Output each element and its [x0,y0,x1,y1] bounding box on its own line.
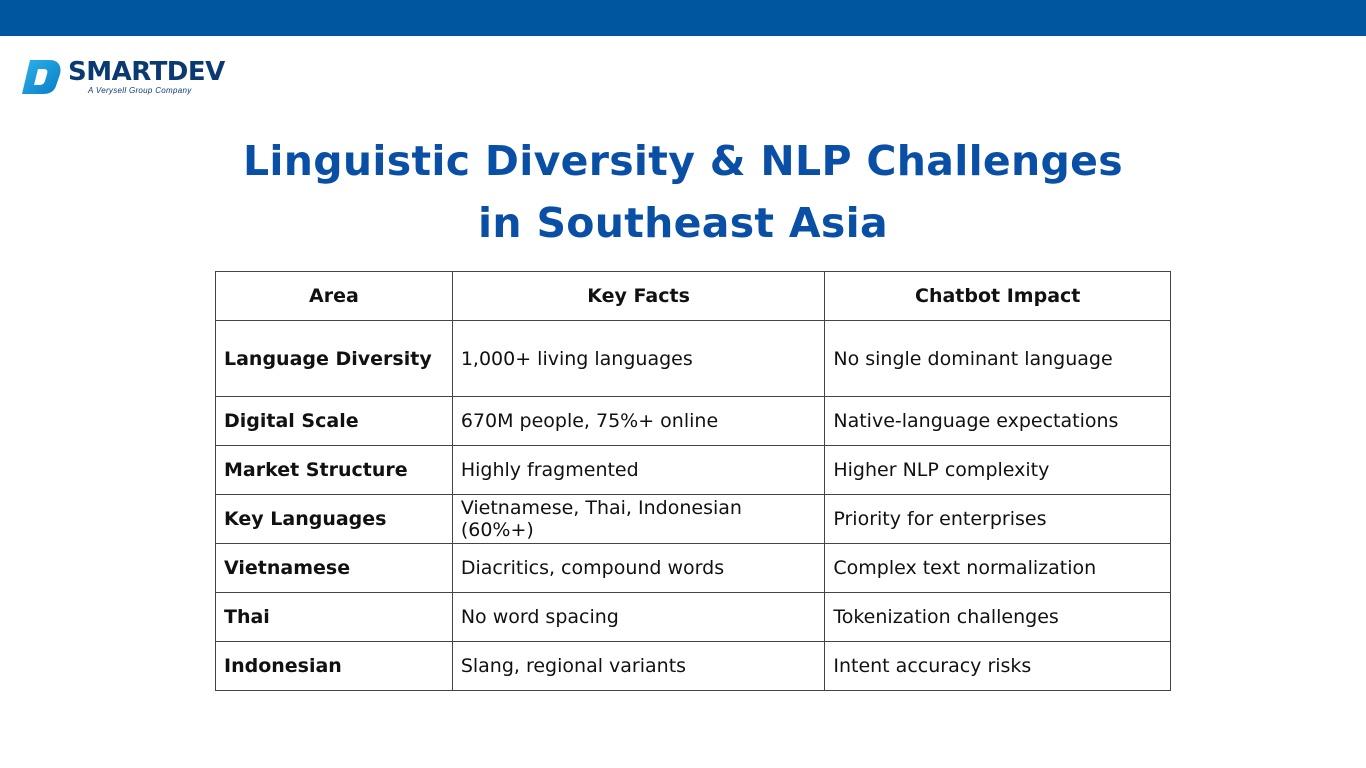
chatbot-impact-cell: Native-language expectations [825,397,1171,446]
page-title-line-1: Linguistic Diversity & NLP Challenges [243,137,1123,185]
logo-tagline: A Verysell Group Company [88,86,192,95]
smartdev-logo [22,58,225,96]
key-facts-cell: Highly fragmented [452,446,825,495]
chatbot-impact-cell: No single dominant language [825,321,1171,397]
area-cell: Market Structure [216,446,453,495]
chatbot-impact-cell: Priority for enterprises [825,495,1171,544]
key-facts-cell: Slang, regional variants [452,642,825,691]
header-chatbot-impact: Chatbot Impact [825,272,1171,321]
chatbot-impact-cell: Intent accuracy risks [825,642,1171,691]
table-row [216,321,1171,397]
table-row [216,642,1171,691]
table-row [216,446,1171,495]
linguistic-facts-table [215,271,1171,691]
chatbot-impact-cell: Tokenization challenges [825,593,1171,642]
area-cell: Language Diversity [216,321,453,397]
area-cell: Thai [216,593,453,642]
area-cell: Digital Scale [216,397,453,446]
page-title-line-2: in Southeast Asia [478,199,888,247]
chatbot-impact-cell: Complex text normalization [825,544,1171,593]
table-row [216,495,1171,544]
key-facts-cell: Vietnamese, Thai, Indonesian (60%+) [452,495,825,544]
chatbot-impact-cell: Higher NLP complexity [825,446,1171,495]
page-title [0,130,1366,254]
smartdev-logo-icon [22,58,62,96]
table-row [216,593,1171,642]
area-cell: Indonesian [216,642,453,691]
table-row [216,397,1171,446]
key-facts-cell: 670M people, 75%+ online [452,397,825,446]
logo-name: SMARTDEV [68,57,225,87]
header-key-facts: Key Facts [452,272,825,321]
header-area: Area [216,272,453,321]
area-cell: Vietnamese [216,544,453,593]
key-facts-cell: Diacritics, compound words [452,544,825,593]
key-facts-cell: 1,000+ living languages [452,321,825,397]
top-banner [0,0,1366,36]
area-cell: Key Languages [216,495,453,544]
table-header-row [216,272,1171,321]
key-facts-cell: No word spacing [452,593,825,642]
table-row [216,544,1171,593]
